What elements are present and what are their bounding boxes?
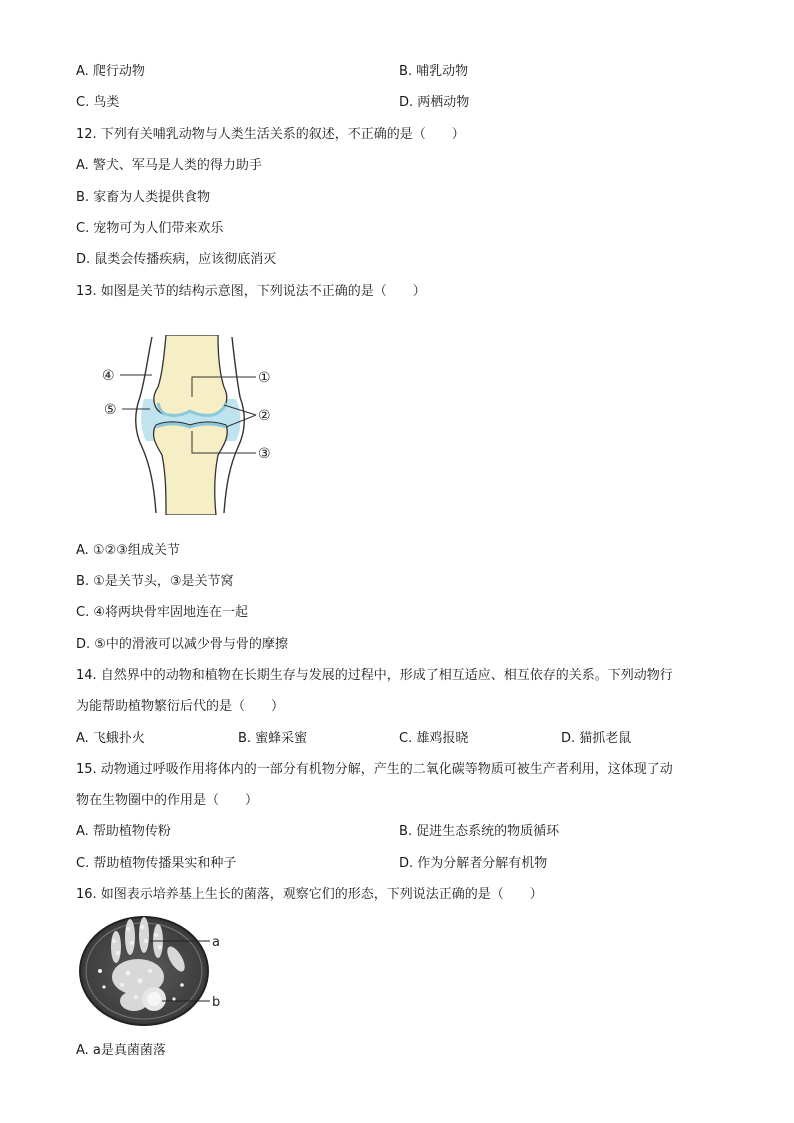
q16-option-a: A. a是真菌菌落 [76, 1043, 166, 1058]
label-3: ③ [258, 446, 271, 462]
q14-option-b: B. 蜜蜂采蜜 [238, 731, 308, 746]
upper-bone [154, 335, 227, 415]
q12-stem: 12. 下列有关哺乳动物与人类生活关系的叙述，不正确的是（ ） [76, 127, 465, 142]
q11-option-b: B. 哺乳动物 [399, 64, 469, 79]
label-a: a [212, 935, 220, 950]
q12-option-b: B. 家畜为人类提供食物 [76, 190, 211, 205]
q14-option-c: C. 雄鸡报晓 [399, 731, 469, 746]
q15-option-a: A. 帮助植物传粉 [76, 824, 171, 839]
q14-option-a: A. 飞蛾扑火 [76, 731, 145, 746]
q15-option-b: B. 促进生态系统的物质循环 [399, 824, 560, 839]
q15-stem-line1: 15. 动物通过呼吸作用将体内的一部分有机物分解，产生的二氧化碳等物质可被生产者利用，这体现了动 [76, 762, 673, 777]
large-colony-center [147, 992, 161, 1006]
q13-stem: 13. 如图是关节的结构示意图，下列说法不正确的是（ ） [76, 284, 426, 299]
q15-option-c: C. 帮助植物传播果实和种子 [76, 856, 237, 871]
q15-stem-line2: 物在生物圈中的作用是（ ） [76, 793, 259, 808]
q13-option-a: A. ①②③组成关节 [76, 543, 180, 558]
petri-dish-diagram [78, 915, 238, 1027]
q12-option-c: C. 宠物可为人们带来欢乐 [76, 221, 224, 236]
q11-option-d: D. 两栖动物 [399, 95, 470, 110]
label-2: ② [258, 408, 271, 424]
q13-option-c: C. ④将两块骨牢固地连在一起 [76, 605, 248, 620]
q12-option-a: A. 警犬、军马是人类的得力助手 [76, 158, 262, 173]
q13-option-b: B. ①是关节头，③是关节窝 [76, 574, 234, 589]
q16-stem: 16. 如图表示培养基上生长的菌落，观察它们的形态，下列说法正确的是（ ） [76, 887, 543, 902]
label-1: ① [258, 370, 271, 386]
label-4: ④ [102, 368, 115, 384]
lower-bone [154, 422, 228, 515]
label-5: ⑤ [104, 402, 117, 418]
q11-option-a: A. 爬行动物 [76, 64, 145, 79]
q13-option-d: D. ⑤中的滑液可以减少骨与骨的摩擦 [76, 637, 288, 652]
label-b: b [212, 995, 221, 1010]
q14-option-d: D. 猫抓老鼠 [561, 731, 632, 746]
q12-option-d: D. 鼠类会传播疾病，应该彻底消灭 [76, 252, 277, 267]
q11-option-c: C. 鸟类 [76, 95, 120, 110]
q14-stem-line2: 为能帮助植物繁衍后代的是（ ） [76, 699, 285, 714]
q15-option-d: D. 作为分解者分解有机物 [399, 856, 548, 871]
q14-stem-line1: 14. 自然界中的动物和植物在长期生存与发展的过程中，形成了相互适应、相互依存的关系。下列动物行 [76, 668, 673, 683]
joint-diagram [100, 335, 290, 515]
